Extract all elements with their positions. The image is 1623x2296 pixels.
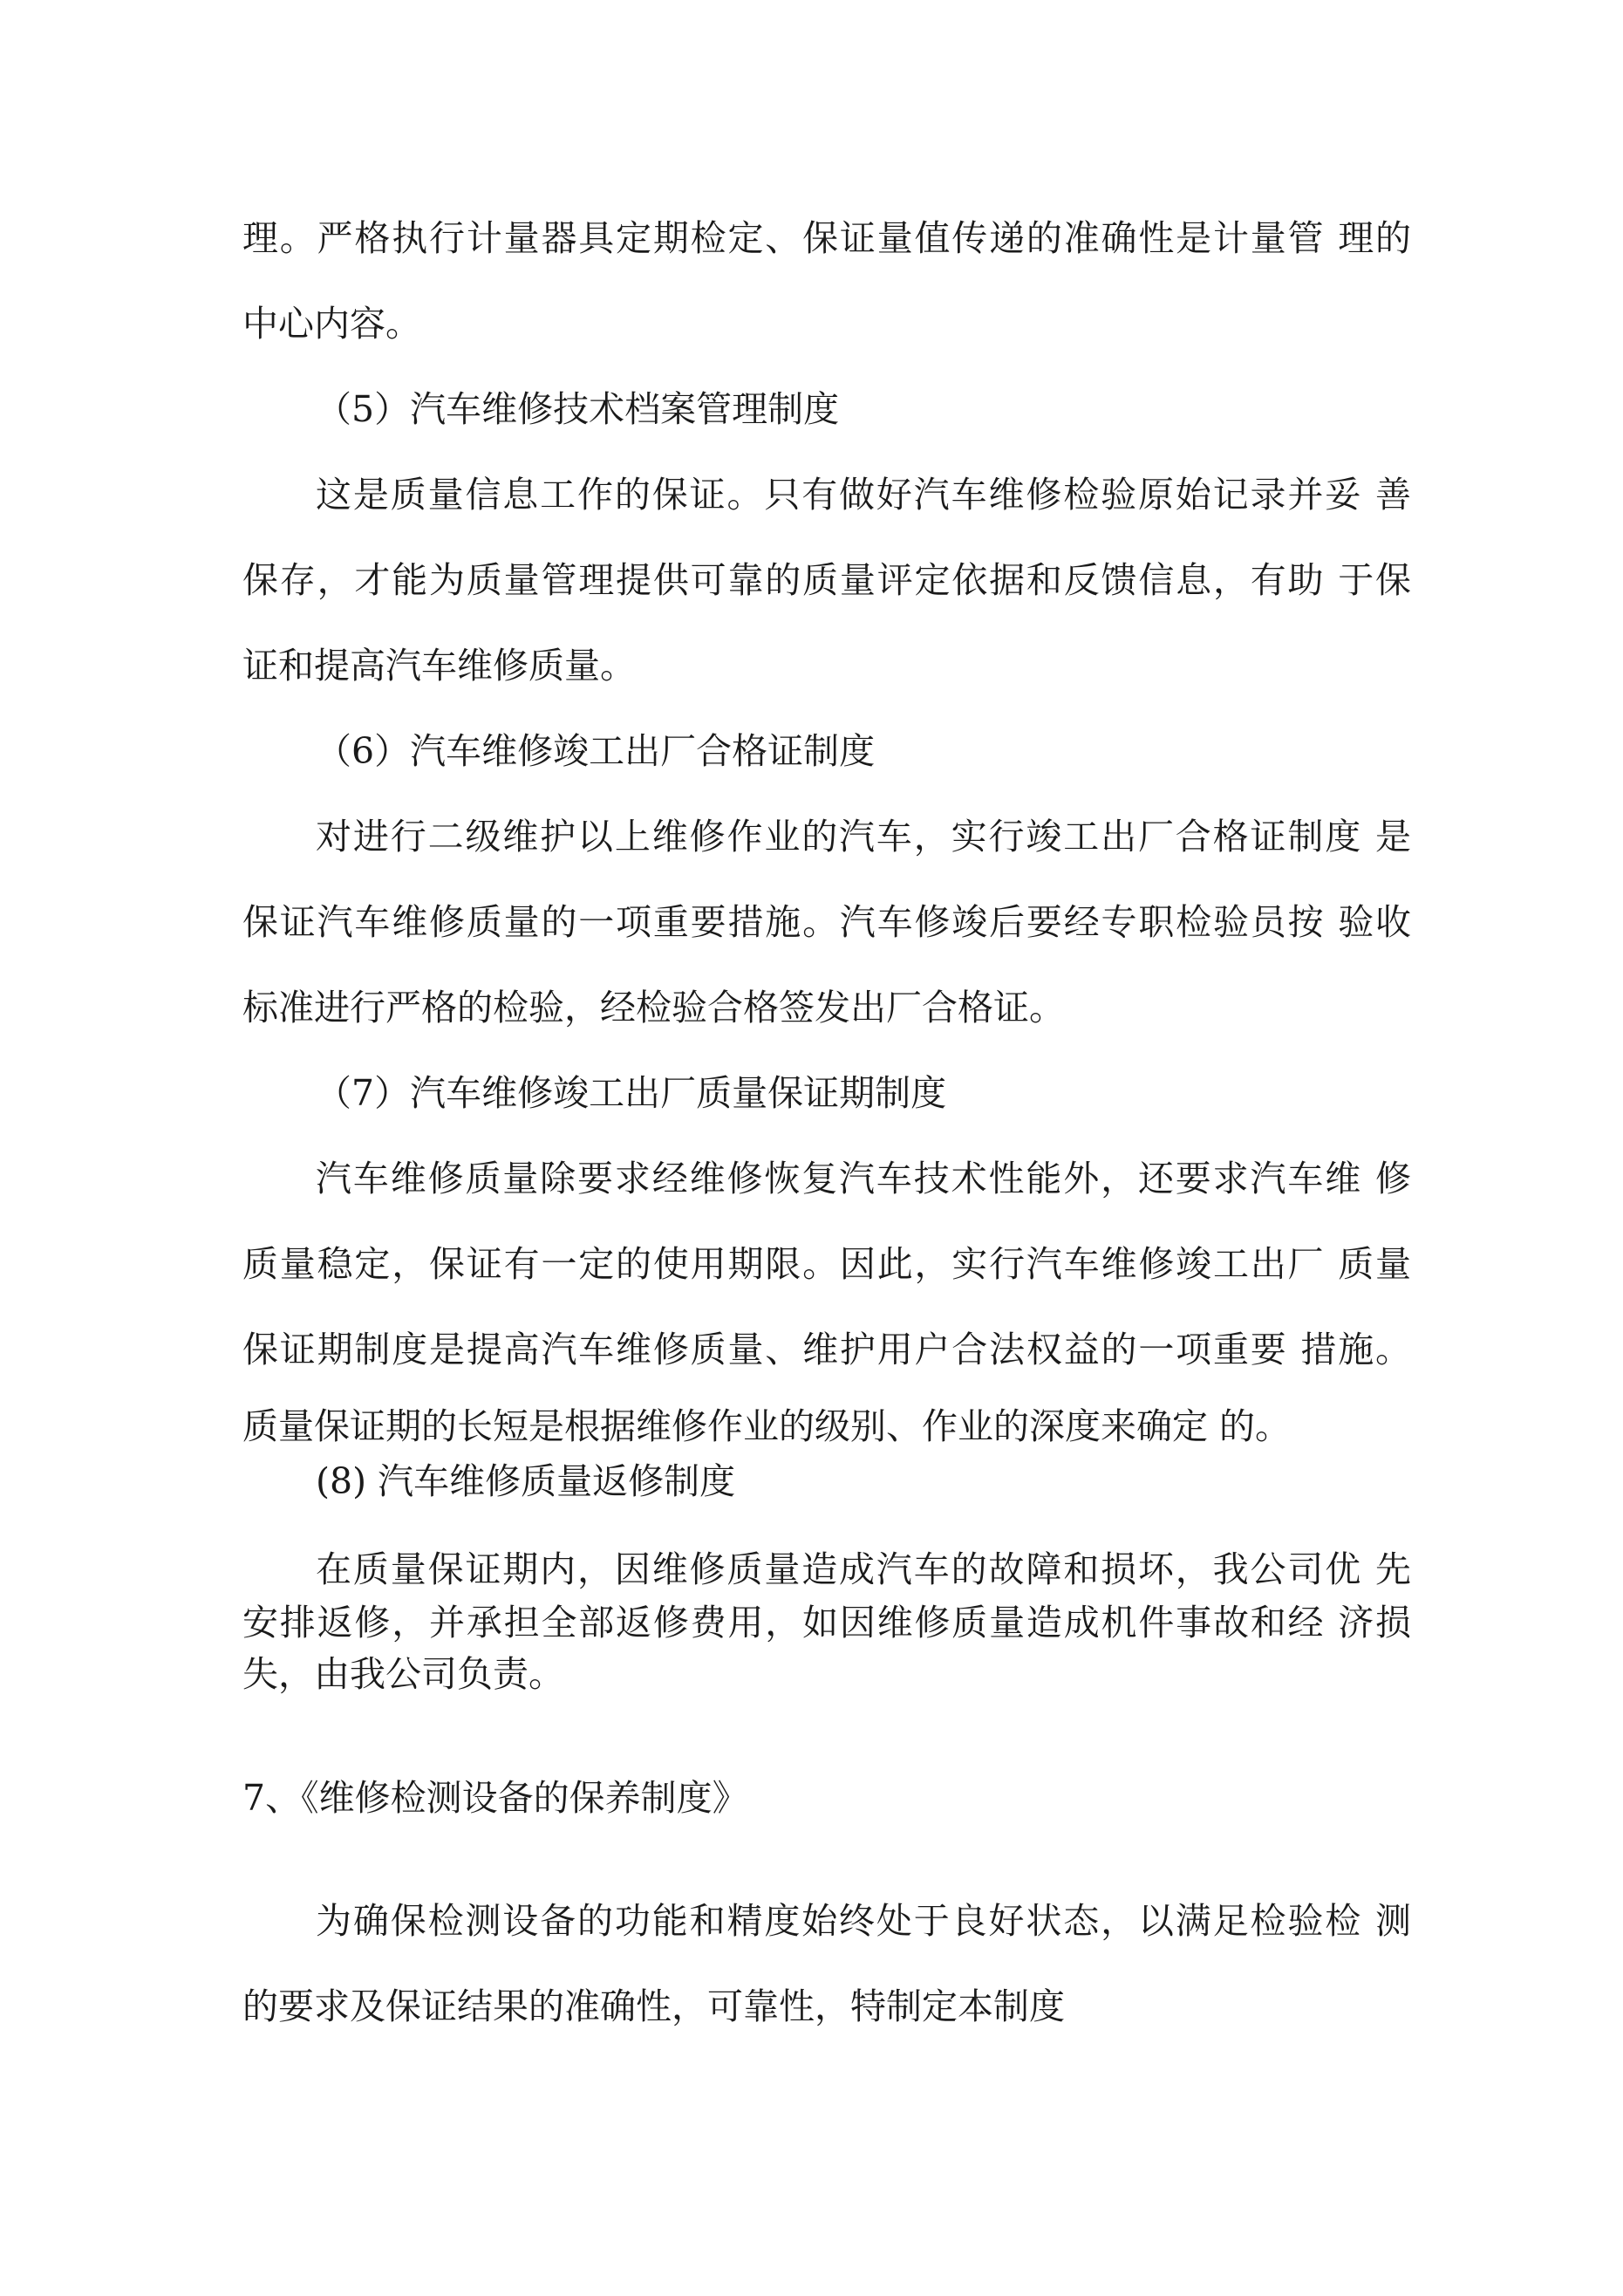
paragraph-line: 失，由我公司负责。 <box>242 1653 564 1695</box>
section-heading-7: （7）汽车维修竣工出厂质量保证期制度 <box>316 1072 947 1114</box>
paragraph-line: 质量保证期的长短是根据维修作业的级别、作业的深度来确定 的。 <box>242 1405 1292 1447</box>
paragraph-line: 理。严格执行计量器具定期检定、保证量值传递的准确性是计量管 理的 <box>242 217 1411 259</box>
paragraph-line: 为确保检测设备的功能和精度始终处于良好状态，以满足检验检 测 <box>316 1900 1411 1942</box>
paragraph-line: 这是质量信息工作的保证。只有做好汽车维修检验原始记录并妥 善 <box>316 474 1411 516</box>
section-heading-6: （6）汽车维修竣工出厂合格证制度 <box>316 730 876 772</box>
paragraph-line: 标准进行严格的检验，经检验合格签发出厂合格证。 <box>242 987 1065 1028</box>
chapter-heading-7: 7、《维修检测设备的保养制度》 <box>242 1777 748 1819</box>
paragraph-line: 在质量保证期内，因维修质量造成汽车的故障和损坏，我公司优 先 <box>316 1548 1411 1590</box>
paragraph-line: 的要求及保证结果的准确性，可靠性，特制定本制度 <box>242 1985 1065 2027</box>
paragraph-line: 汽车维修质量除要求经维修恢复汽车技术性能外，还要求汽车维 修 <box>316 1158 1411 1199</box>
paragraph-line: 保证期制度是提高汽车维修质量、维护用户合法权益的一项重要 措施。 <box>242 1329 1411 1370</box>
paragraph-line: 安排返修，并承担全部返修费用，如因维修质量造成机件事故和经 济损 <box>242 1602 1411 1643</box>
paragraph-line: 中心内容。 <box>242 303 421 345</box>
paragraph-line: 对进行二级维护以上维修作业的汽车，实行竣工出厂合格证制度 是 <box>316 816 1411 858</box>
section-heading-8: (8) 汽车维修质量返修制度 <box>316 1460 736 1502</box>
paragraph-line: 保证汽车维修质量的一项重要措施。汽车修竣后要经专职检验员按 验收 <box>242 901 1411 943</box>
paragraph-line: 保存，才能为质量管理提供可靠的质量评定依据和反馈信息，有助 于保 <box>242 559 1411 601</box>
paragraph-line: 证和提高汽车维修质量。 <box>242 645 636 687</box>
section-heading-5: （5）汽车维修技术档案管理制度 <box>316 388 840 430</box>
paragraph-line: 质量稳定，保证有一定的使用期限。因此，实行汽车维修竣工出厂 质量 <box>242 1243 1411 1285</box>
